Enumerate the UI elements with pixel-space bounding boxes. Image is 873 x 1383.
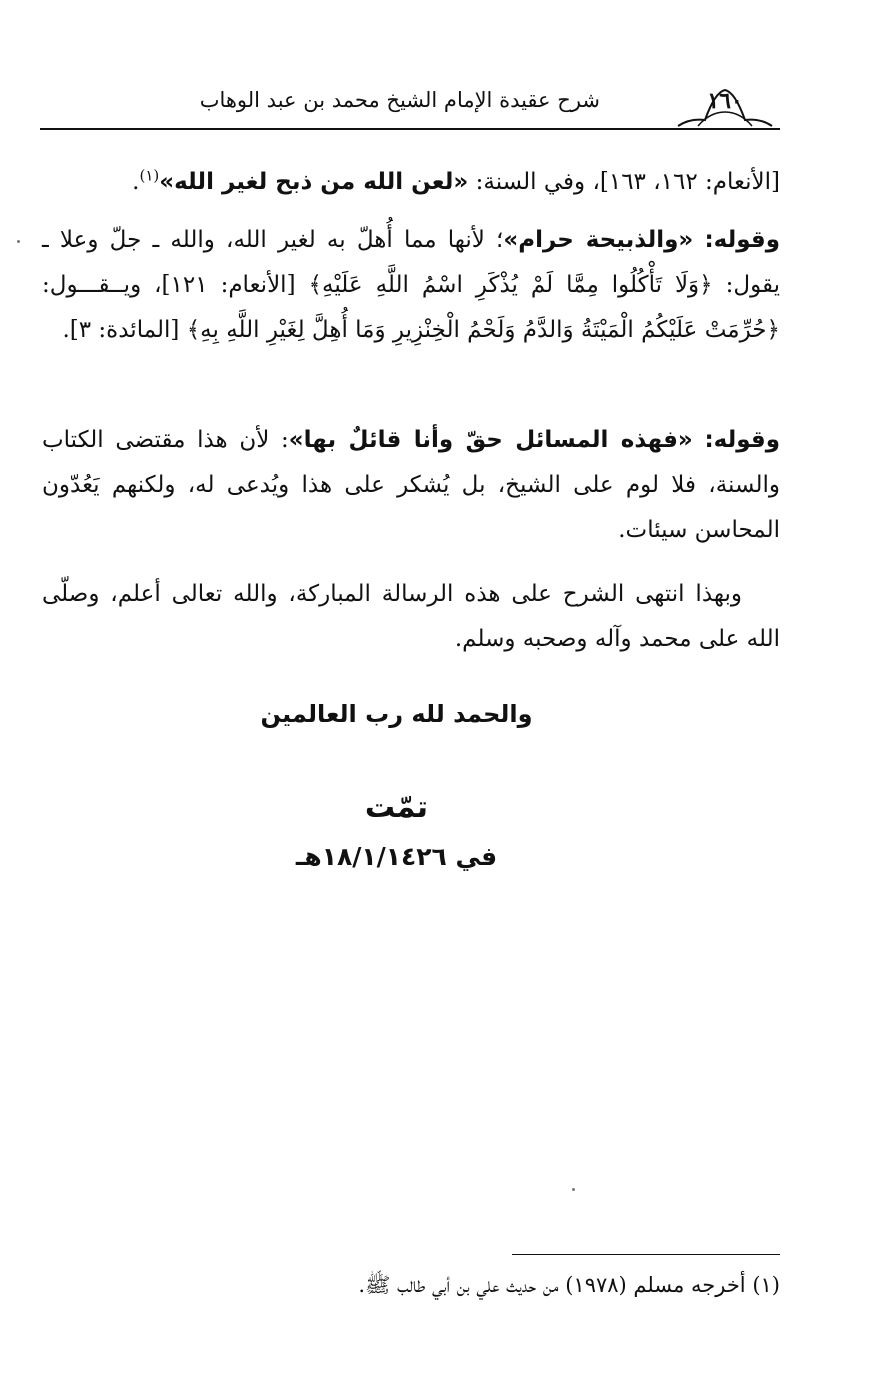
paragraph-4 bbox=[42, 572, 780, 662]
paragraph-2-text: ؛ لأنها مما أُهلّ به لغير الله، والله ـ جلّ وعلا ـ يقول: bbox=[42, 227, 780, 298]
verse-2: ﴿حُرِّمَتْ عَلَيْكُمُ الْمَيْتَةُ وَالدَّمُ وَلَحْمُ الْخِنْزِيرِ وَمَا أُهِلَّ لِغَيْرِ اللَّهِ بِهِ﴾ bbox=[186, 317, 780, 343]
footnote-divider bbox=[512, 1254, 780, 1255]
completion-date: في ١٨/١/١٤٢٦هـ bbox=[295, 842, 498, 871]
page-header bbox=[40, 82, 780, 130]
paragraph-2-quote: «والذبيحة حرام» bbox=[503, 227, 694, 253]
paragraph-1 bbox=[42, 160, 780, 205]
paragraph-4-text: وبهذا انتهى الشرح على هذه الرسالة المباركة، والله تعالى أعلم، وصلّى الله على محمد وآله وصحبه وسلم. bbox=[42, 581, 780, 652]
closing-praise: والحمد لله رب العالمين bbox=[260, 700, 533, 728]
verse-2-ref: [المائدة: ٣]. bbox=[62, 317, 187, 343]
paragraph-2 bbox=[42, 218, 780, 353]
paragraph-3-text: : لأن هذا مقتضى الكتاب والسنة، فلا لوم على الشيخ، بل يُشكر على هذا ويُدعى له، ولكنهم يَعُدّون المحاسن سيئات. bbox=[42, 427, 780, 543]
paragraph-3-keyword: وقوله: bbox=[704, 427, 780, 453]
page-number: ١٦٠ bbox=[707, 88, 743, 114]
paragraph-1-text: [الأنعام: ١٦٢، ١٦٣]، وفي السنة: bbox=[468, 169, 780, 195]
verse-1: ﴿وَلَا تَأْكُلُوا مِمَّا لَمْ يُذْكَرِ اسْمُ اللَّهِ عَلَيْهِ﴾ bbox=[308, 272, 713, 298]
paragraph-3 bbox=[42, 418, 780, 553]
verse-1-ref: [الأنعام: ١٢١]، ويــقـــول: bbox=[42, 272, 309, 298]
finished-label: تمّت bbox=[364, 790, 429, 825]
hadith-quote: «لعن الله من ذبح لغير الله» bbox=[159, 169, 469, 195]
paragraph-3-quote: «فهذه المسائل حقّ وأنا قائلٌ بها» bbox=[288, 427, 693, 453]
running-title: شرح عقيدة الإمام الشيخ محمد بن عبد الوهاب bbox=[199, 88, 600, 112]
footnote: (١) أخرجه مسلم (١٩٧٨) من حديث علي بن أبي طالب ﷺ. bbox=[358, 1273, 780, 1297]
paragraph-2-keyword: وقوله: bbox=[704, 227, 780, 253]
footnote-ref: (١) bbox=[139, 166, 160, 185]
paragraph-1-end: . bbox=[132, 169, 140, 195]
header-divider bbox=[40, 128, 780, 130]
scan-speck bbox=[17, 240, 20, 243]
scan-speck bbox=[572, 1188, 575, 1191]
